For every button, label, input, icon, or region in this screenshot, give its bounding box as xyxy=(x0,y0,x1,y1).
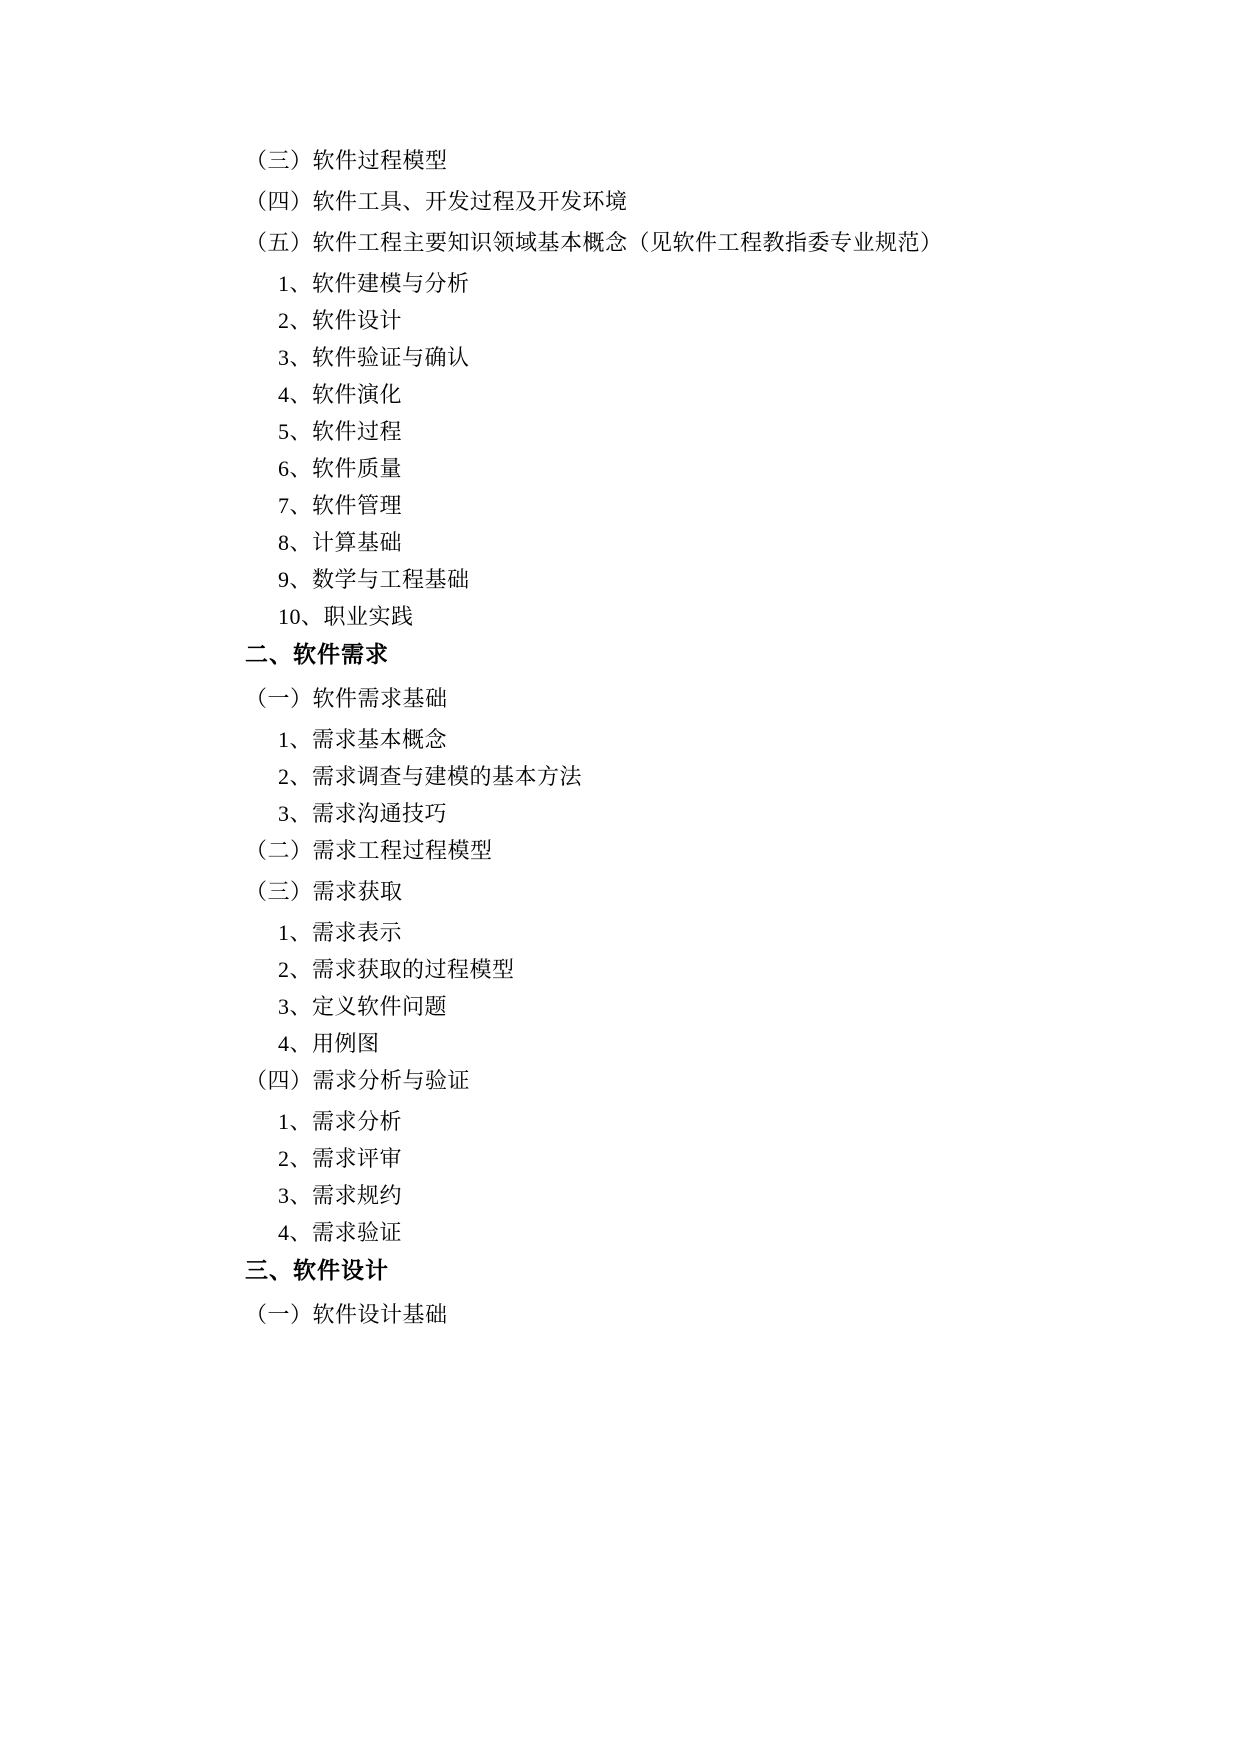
section-one-outline xyxy=(245,150,1060,628)
outline-subitem: 8、计算基础 xyxy=(278,530,403,555)
outline-subitem: 1、需求表示 xyxy=(278,920,403,945)
outline-subitem: 4、用例图 xyxy=(278,1031,380,1056)
outline-item: （一）软件设计基础 xyxy=(245,1302,448,1327)
outline-subitem: 2、需求获取的过程模型 xyxy=(278,957,515,982)
outline-subitem: 6、软件质量 xyxy=(278,456,403,481)
section-two xyxy=(245,643,1060,1244)
section-three xyxy=(245,1259,1060,1326)
outline-subitem: 1、需求分析 xyxy=(278,1109,403,1134)
outline-subitem: 2、软件设计 xyxy=(278,308,403,333)
outline-subitem: 1、需求基本概念 xyxy=(278,727,448,752)
outline-subitem: 7、软件管理 xyxy=(278,493,403,518)
outline-subitem: 3、需求沟通技巧 xyxy=(278,801,448,826)
outline-subitem: 1、软件建模与分析 xyxy=(278,271,470,296)
requirements-analysis-list xyxy=(245,1111,1060,1244)
outline-subitem: 3、软件验证与确认 xyxy=(278,345,470,370)
section-heading: 三、软件设计 xyxy=(245,1258,389,1283)
outline-subitem: 2、需求调查与建模的基本方法 xyxy=(278,764,583,789)
outline-item: （三）软件过程模型 xyxy=(245,148,448,173)
outline-item: （二）需求工程过程模型 xyxy=(245,838,493,863)
knowledge-area-list xyxy=(245,273,1060,628)
outline-item: （五）软件工程主要知识领域基本概念（见软件工程教指委专业规范） xyxy=(245,230,943,255)
outline-subitem: 9、数学与工程基础 xyxy=(278,567,470,592)
outline-item: （一）软件需求基础 xyxy=(245,686,448,711)
outline-subitem: 4、软件演化 xyxy=(278,382,403,407)
outline-item: （三）需求获取 xyxy=(245,879,403,904)
outline-subitem: 10、职业实践 xyxy=(278,604,414,629)
outline-subitem: 4、需求验证 xyxy=(278,1220,403,1245)
outline-subitem: 3、需求规约 xyxy=(278,1183,403,1208)
outline-item: （四）软件工具、开发过程及开发环境 xyxy=(245,189,628,214)
outline-subitem: 2、需求评审 xyxy=(278,1146,403,1171)
requirements-elicitation-list xyxy=(245,922,1060,1055)
outline-subitem: 5、软件过程 xyxy=(278,419,403,444)
outline-subitem: 3、定义软件问题 xyxy=(278,994,448,1019)
requirements-basics-list xyxy=(245,729,1060,825)
outline-item: （四）需求分析与验证 xyxy=(245,1068,471,1093)
section-heading: 二、软件需求 xyxy=(245,642,389,667)
